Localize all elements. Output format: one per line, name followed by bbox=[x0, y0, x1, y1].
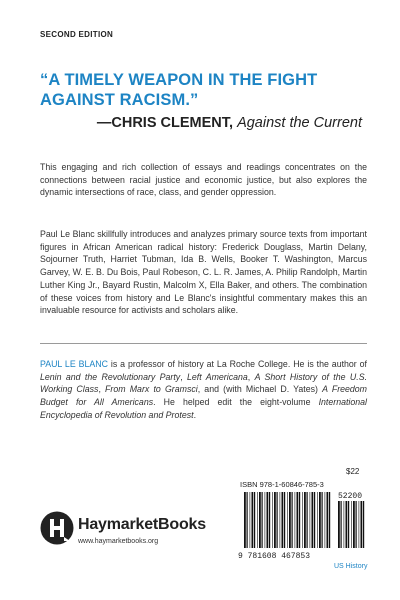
publisher-logo bbox=[40, 508, 215, 558]
barcode-bar bbox=[302, 492, 303, 548]
barcode-bar bbox=[338, 501, 340, 548]
category-label: US History bbox=[334, 563, 368, 570]
barcode-bar bbox=[265, 492, 266, 548]
attribution-name: —CHRIS CLEMENT, bbox=[96, 115, 234, 131]
barcode-bar bbox=[274, 492, 276, 548]
barcode-bar bbox=[325, 492, 326, 548]
barcode-bar bbox=[314, 492, 315, 548]
barcode-bar bbox=[341, 501, 342, 548]
book-title: Lenin and the Revolutionary Party bbox=[40, 371, 181, 382]
author-name: PAUL LE BLANC bbox=[40, 359, 108, 369]
author-bio bbox=[40, 358, 367, 422]
edition-label: SECOND EDITION bbox=[40, 30, 114, 39]
barcode-bar bbox=[292, 492, 293, 548]
barcode-bar bbox=[356, 501, 357, 548]
barcode-bar bbox=[299, 492, 300, 548]
description-paragraph-1: This engaging and rich collection of essays and readings concentrates on the connections between racial justice and economic justice, but also explores the dynamic intersections of race, class, and gender oppression. bbox=[40, 162, 367, 198]
attribution-source: Against the Current bbox=[237, 115, 362, 131]
barcode-bar bbox=[259, 492, 261, 548]
barcode-bar bbox=[247, 492, 248, 548]
book-title: From Marx to Gramsci bbox=[105, 384, 198, 395]
barcode-bar bbox=[312, 492, 314, 548]
barcode-bar bbox=[359, 501, 360, 548]
barcode-bar bbox=[353, 501, 355, 548]
publisher-url: www.haymarketbooks.org bbox=[78, 538, 159, 545]
barcode-bar bbox=[280, 492, 281, 548]
barcode-bar bbox=[329, 492, 330, 548]
barcode-bar bbox=[269, 492, 270, 548]
barcode-bar bbox=[344, 501, 345, 548]
bio-text: , bbox=[98, 384, 106, 395]
bio-text: , and (with Michael D. Yates) bbox=[197, 384, 323, 395]
barcode-bar bbox=[277, 492, 278, 548]
barcode-bar bbox=[327, 492, 329, 548]
barcode-bar bbox=[351, 501, 352, 548]
bio-text: , bbox=[180, 371, 188, 382]
bio-text: , bbox=[247, 371, 255, 382]
pull-quote: “A TIMELY WEAPON IN THE FIGHT AGAINST RACISM.” bbox=[40, 71, 318, 109]
barcode-bar bbox=[319, 492, 321, 548]
barcode-bar bbox=[348, 501, 349, 548]
barcode-bar bbox=[267, 492, 269, 548]
barcode-bar bbox=[244, 492, 246, 548]
bio-text: . He helped edit the eight-volume bbox=[153, 397, 319, 408]
barcode-bar bbox=[346, 501, 348, 548]
barcode-bar bbox=[252, 492, 254, 548]
barcode-bar bbox=[307, 492, 308, 548]
barcode-bar bbox=[304, 492, 306, 548]
barcode-bar bbox=[272, 492, 273, 548]
barcode-main-digits: 9 781608 467853 bbox=[238, 552, 311, 560]
barcode-bar bbox=[284, 492, 285, 548]
book-title: A Short History of the U.S. Working Class bbox=[40, 371, 368, 395]
haymarket-logo-icon bbox=[40, 511, 74, 545]
barcode-bar bbox=[282, 492, 284, 548]
barcode-bar bbox=[317, 492, 318, 548]
isbn-label: ISBN 978-1-60846-785-3 bbox=[240, 480, 324, 489]
price-label: $22 bbox=[346, 467, 360, 476]
description-paragraph-2: Paul Le Blanc skillfully introduces and analyzes primary source texts from important figures in African American radical history: Frederick Douglass, Martin Delany, Sojourner Truth, Harriet Tubman, Ida B. Wells, Booker T. Washington, Marcus Garvey, W. E. B. Du Bois, Paul Robeson, C. L. R. James, A. Philip Randolph, Martin Luther King Jr., Bayard Rustin, Malcolm X, Ella Baker, and others. The combination of these voices from history and Le Blanc's insightful commentary makes this an invaluable resource for activists and scholars alike. bbox=[40, 229, 367, 316]
book-title: A Freedom Budget for All Americans bbox=[40, 384, 368, 408]
publisher-name: HaymarketBooks bbox=[78, 516, 206, 533]
barcode-bar bbox=[257, 492, 258, 548]
book-title: Left Americana bbox=[187, 371, 248, 382]
barcode-addon-bars bbox=[338, 501, 364, 548]
quote-attribution bbox=[97, 115, 362, 131]
bio-text: . bbox=[193, 409, 197, 420]
barcode-bar bbox=[289, 492, 291, 548]
book-title: International Encyclopedia of Revolution and Protest bbox=[40, 397, 368, 420]
barcode-bar bbox=[262, 492, 263, 548]
section-divider bbox=[40, 343, 367, 344]
barcode-bar bbox=[254, 492, 255, 548]
barcode-main-bars bbox=[244, 492, 330, 548]
barcode-bar bbox=[297, 492, 299, 548]
barcode-bar bbox=[363, 501, 364, 548]
barcode-addon-digits: 52200 bbox=[338, 492, 363, 501]
barcode-bar bbox=[310, 492, 311, 548]
barcode-bar bbox=[322, 492, 323, 548]
barcode-bar bbox=[361, 501, 363, 548]
isbn-barcode bbox=[238, 490, 368, 560]
bio-text: is a professor of history at La Roche College. He is the author of bbox=[107, 359, 368, 369]
barcode-bar bbox=[250, 492, 251, 548]
barcode-bar bbox=[295, 492, 296, 548]
barcode-bar bbox=[287, 492, 288, 548]
